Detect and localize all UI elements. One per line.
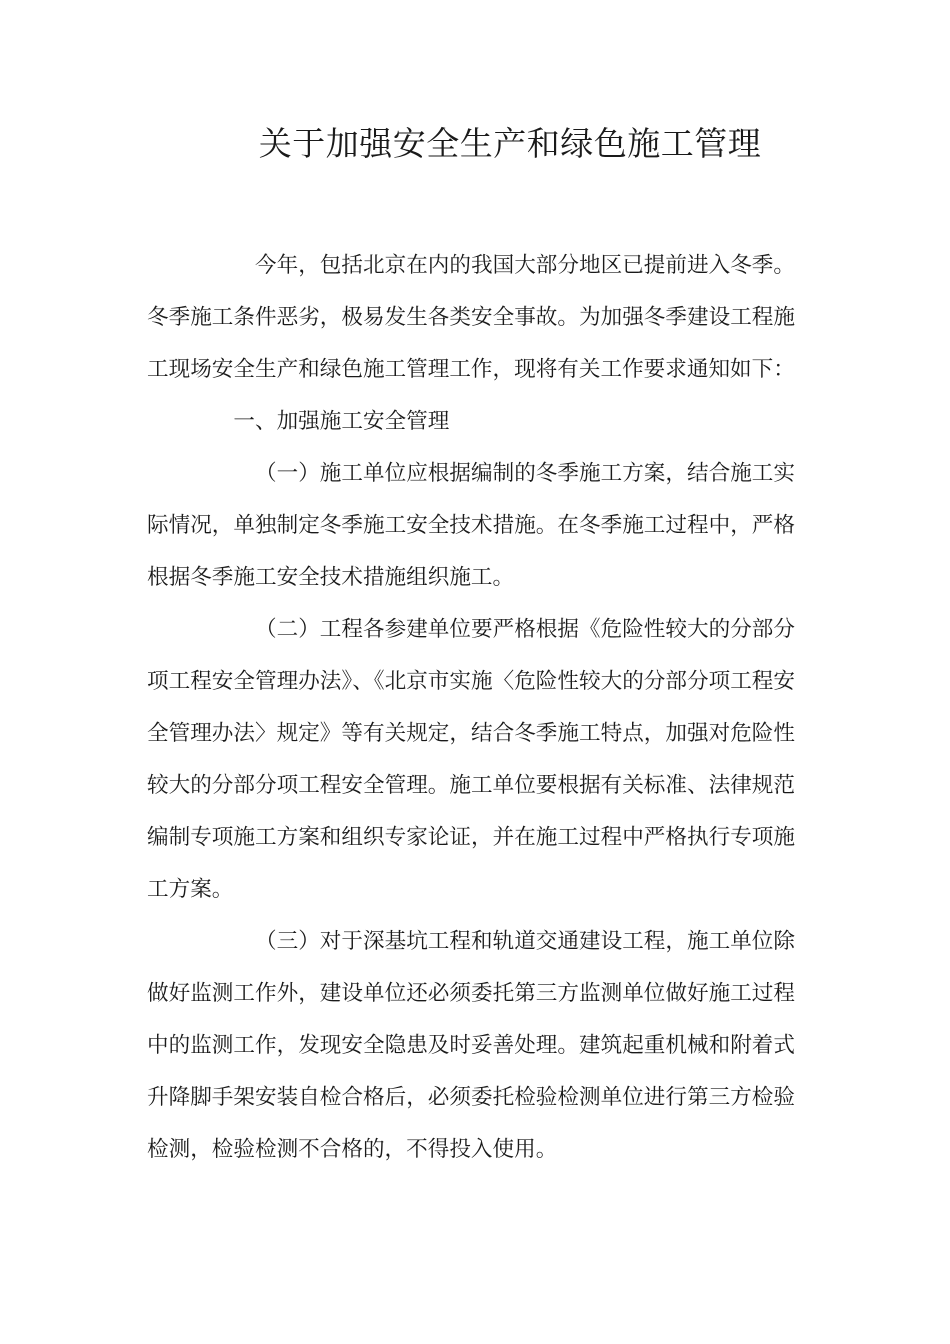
item-paragraph-3: （三）对于深基坑工程和轨道交通建设工程，施工单位除做好监测工作外，建设单位还必须委托第三方监测单位做好施工过程中的监测工作，发现安全隐患及时妥善处理。建筑起重机械和附着式升降脚手架安装自检合格后，必须委托检验检测单位进行第三方检验检测，检验检测不合格的，不得投入使用。 (147, 929, 795, 1162)
intro-paragraph: 今年，包括北京在内的我国大部分地区已提前进入冬季。冬季施工条件恶劣，极易发生各类安全事故。为加强冬季建设工程施工现场安全生产和绿色施工管理工作，现将有关工作要求通知如下： (147, 253, 795, 382)
document-title: 关于加强安全生产和绿色施工管理 (258, 124, 762, 163)
section-heading: 一、加强施工安全管理 (233, 409, 450, 434)
item-paragraph-2: （二）工程各参建单位要严格根据《危险性较大的分部分项工程安全管理办法》、《北京市实施〈危险性较大的分部分项工程安全管理办法〉规定》等有关规定，结合冬季施工特点，加强对危险性较大的分部分项工程安全管理。施工单位要根据有关标准、法律规范编制专项施工方案和组织专家论证，并在施工过程中严格执行专项施工方案。 (147, 617, 795, 902)
document-body (147, 240, 795, 1176)
item-paragraph-1: （一）施工单位应根据编制的冬季施工方案，结合施工实际情况，单独制定冬季施工安全技术措施。在冬季施工过程中，严格根据冬季施工安全技术措施组织施工。 (147, 461, 795, 590)
